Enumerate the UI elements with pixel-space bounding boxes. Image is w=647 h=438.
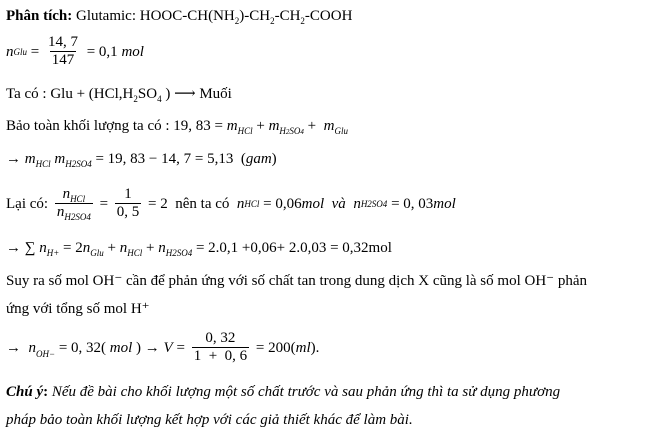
sub: HCl [70,194,86,204]
var-n: n [6,43,14,60]
result: = 0,1 [82,43,122,60]
plus: + [252,118,269,134]
analysis-colon: : [67,8,73,24]
denominator: 1 + 0, 6 [193,348,248,364]
ratio-text: = 2 nên ta có [144,195,237,212]
ratio-pre: Lại có: [6,195,52,212]
sub: 2 [234,16,240,26]
unit: ml [295,339,311,356]
denominator: 0, 5 [116,204,140,220]
fraction [115,186,142,221]
var-n: n [56,204,65,220]
equals: = [95,195,112,212]
formula-text: Glutamic: HOOC-CH(NH [72,8,235,24]
sub: H+ [46,248,60,258]
formula-text-2: )-CH [239,8,271,24]
numerator: 14, 7 [47,34,78,50]
sub: 4 [157,94,162,104]
equals: = 2 [59,240,83,256]
unit: gam [245,151,272,167]
arrow: → [6,339,29,356]
var-n: n [236,195,245,212]
sum-value: = 2.0,1 +0,06+ 2.0,03 = 0,32mol [192,240,392,256]
var-m: m [24,151,36,167]
arrow: → [6,151,25,167]
sub: H2SO4 [64,212,91,222]
var-v: V [163,339,173,356]
note-label: Chú ý [6,384,44,400]
sub: HCl [35,159,51,169]
paren: ). [310,339,320,356]
unit: mol [433,195,456,212]
formula-text-4: -COOH [304,8,353,24]
analysis-label: Phân tích [6,8,68,24]
reaction-text-3: ) ⟶ Muối [161,86,232,102]
sub: HCl [237,126,253,136]
paren: ) [271,151,277,167]
var-n: n [62,186,71,202]
line-ratio: Lại có: $\frac{n_{HCl}}{n_{H2SO4}}$ = $\frac{1}{0, 5}$ = 2 nên ta có n HCl = 0,06 mol và n H2SO4 = 0, 03 mol [6,186,456,222]
fraction [46,34,80,69]
var-n: n [82,240,91,256]
line-note [6,382,560,402]
reaction-text-2: SO [137,86,158,102]
unit: mol [121,43,144,60]
line-volume: → n $_{OH-}$ = 0, 32( mol ) → V = $\frac{0, 32}{1 + 0, 6}$ = 200( ml ). [6,330,320,364]
sub: H2SO4 [65,159,92,169]
var-m: m [323,118,335,134]
plus: + [103,240,120,256]
var-n: n [353,195,361,212]
var-n: n [158,240,166,256]
line-moles-glu: n Glu = $\frac{14, 7}{147}$ = 0,1 mol [6,34,144,68]
plus: + [142,240,159,256]
sub: Glu [334,126,348,136]
line-deduce-cont: ứng với tổng số mol H⁺ [6,301,150,317]
var-n: n [119,240,128,256]
sub: SO [289,126,301,136]
var-n: n [39,240,47,256]
var-m: m [268,118,280,134]
reaction-text: Ta có : Glu + (HCl,H [6,86,134,102]
sub: 4 [300,128,304,136]
numerator: 1 [124,186,132,202]
value: = 0, 03 [387,195,434,212]
note-colon: : [43,384,49,400]
sub: H [279,126,286,136]
sum: → ∑ [6,240,40,256]
value: = 200( [252,339,296,356]
line-analysis [6,6,352,26]
note-text: Nếu đề bài cho khối lượng một số chất trước và sau phản ứng thì ta sử dụng phương [48,384,561,400]
line-mass-conservation [6,116,348,136]
fraction [192,330,249,365]
line-sum-h [6,238,392,258]
unit: mol [301,195,325,212]
value: = 0,06 [259,195,302,212]
sub: Glu [90,248,104,258]
mass-text: Bảo toàn khối lượng ta có : 19, 83 = [6,118,227,134]
sub: 2 [300,16,305,26]
sub: 2 [270,16,275,26]
fraction [55,186,93,221]
line-note-cont: pháp bảo toàn khối lượng kết hợp với các giả thiết khác để làm bài. [6,412,413,428]
sub: H2SO4 [165,248,193,258]
unit: mol [109,339,133,356]
acid-mass-value: = 19, 83 − 14, 7 = 5,13 ( [91,151,246,167]
var-m: m [50,151,66,167]
equals: = [172,339,189,356]
plus: + [303,118,324,134]
value: = 0, 32( [55,339,110,356]
var-m: m [226,118,238,134]
sub: 2 [285,128,290,136]
denominator: 147 [51,52,75,68]
line-acid-mass [6,149,277,169]
line-deduce: Suy ra số mol OH⁻ cần để phản ứng với số chất tan trong dung dịch X cũng là số mol OH⁻ phản [6,273,587,289]
numerator: 0, 32 [205,330,236,346]
formula-text-3: -CH [274,8,301,24]
equals: = [27,43,43,60]
var-n: n [28,339,36,356]
sub: HCl [127,248,143,258]
arrow: ) → [132,339,164,356]
sub: 2 [133,94,138,104]
line-reaction [6,84,232,104]
and: và [324,195,354,212]
